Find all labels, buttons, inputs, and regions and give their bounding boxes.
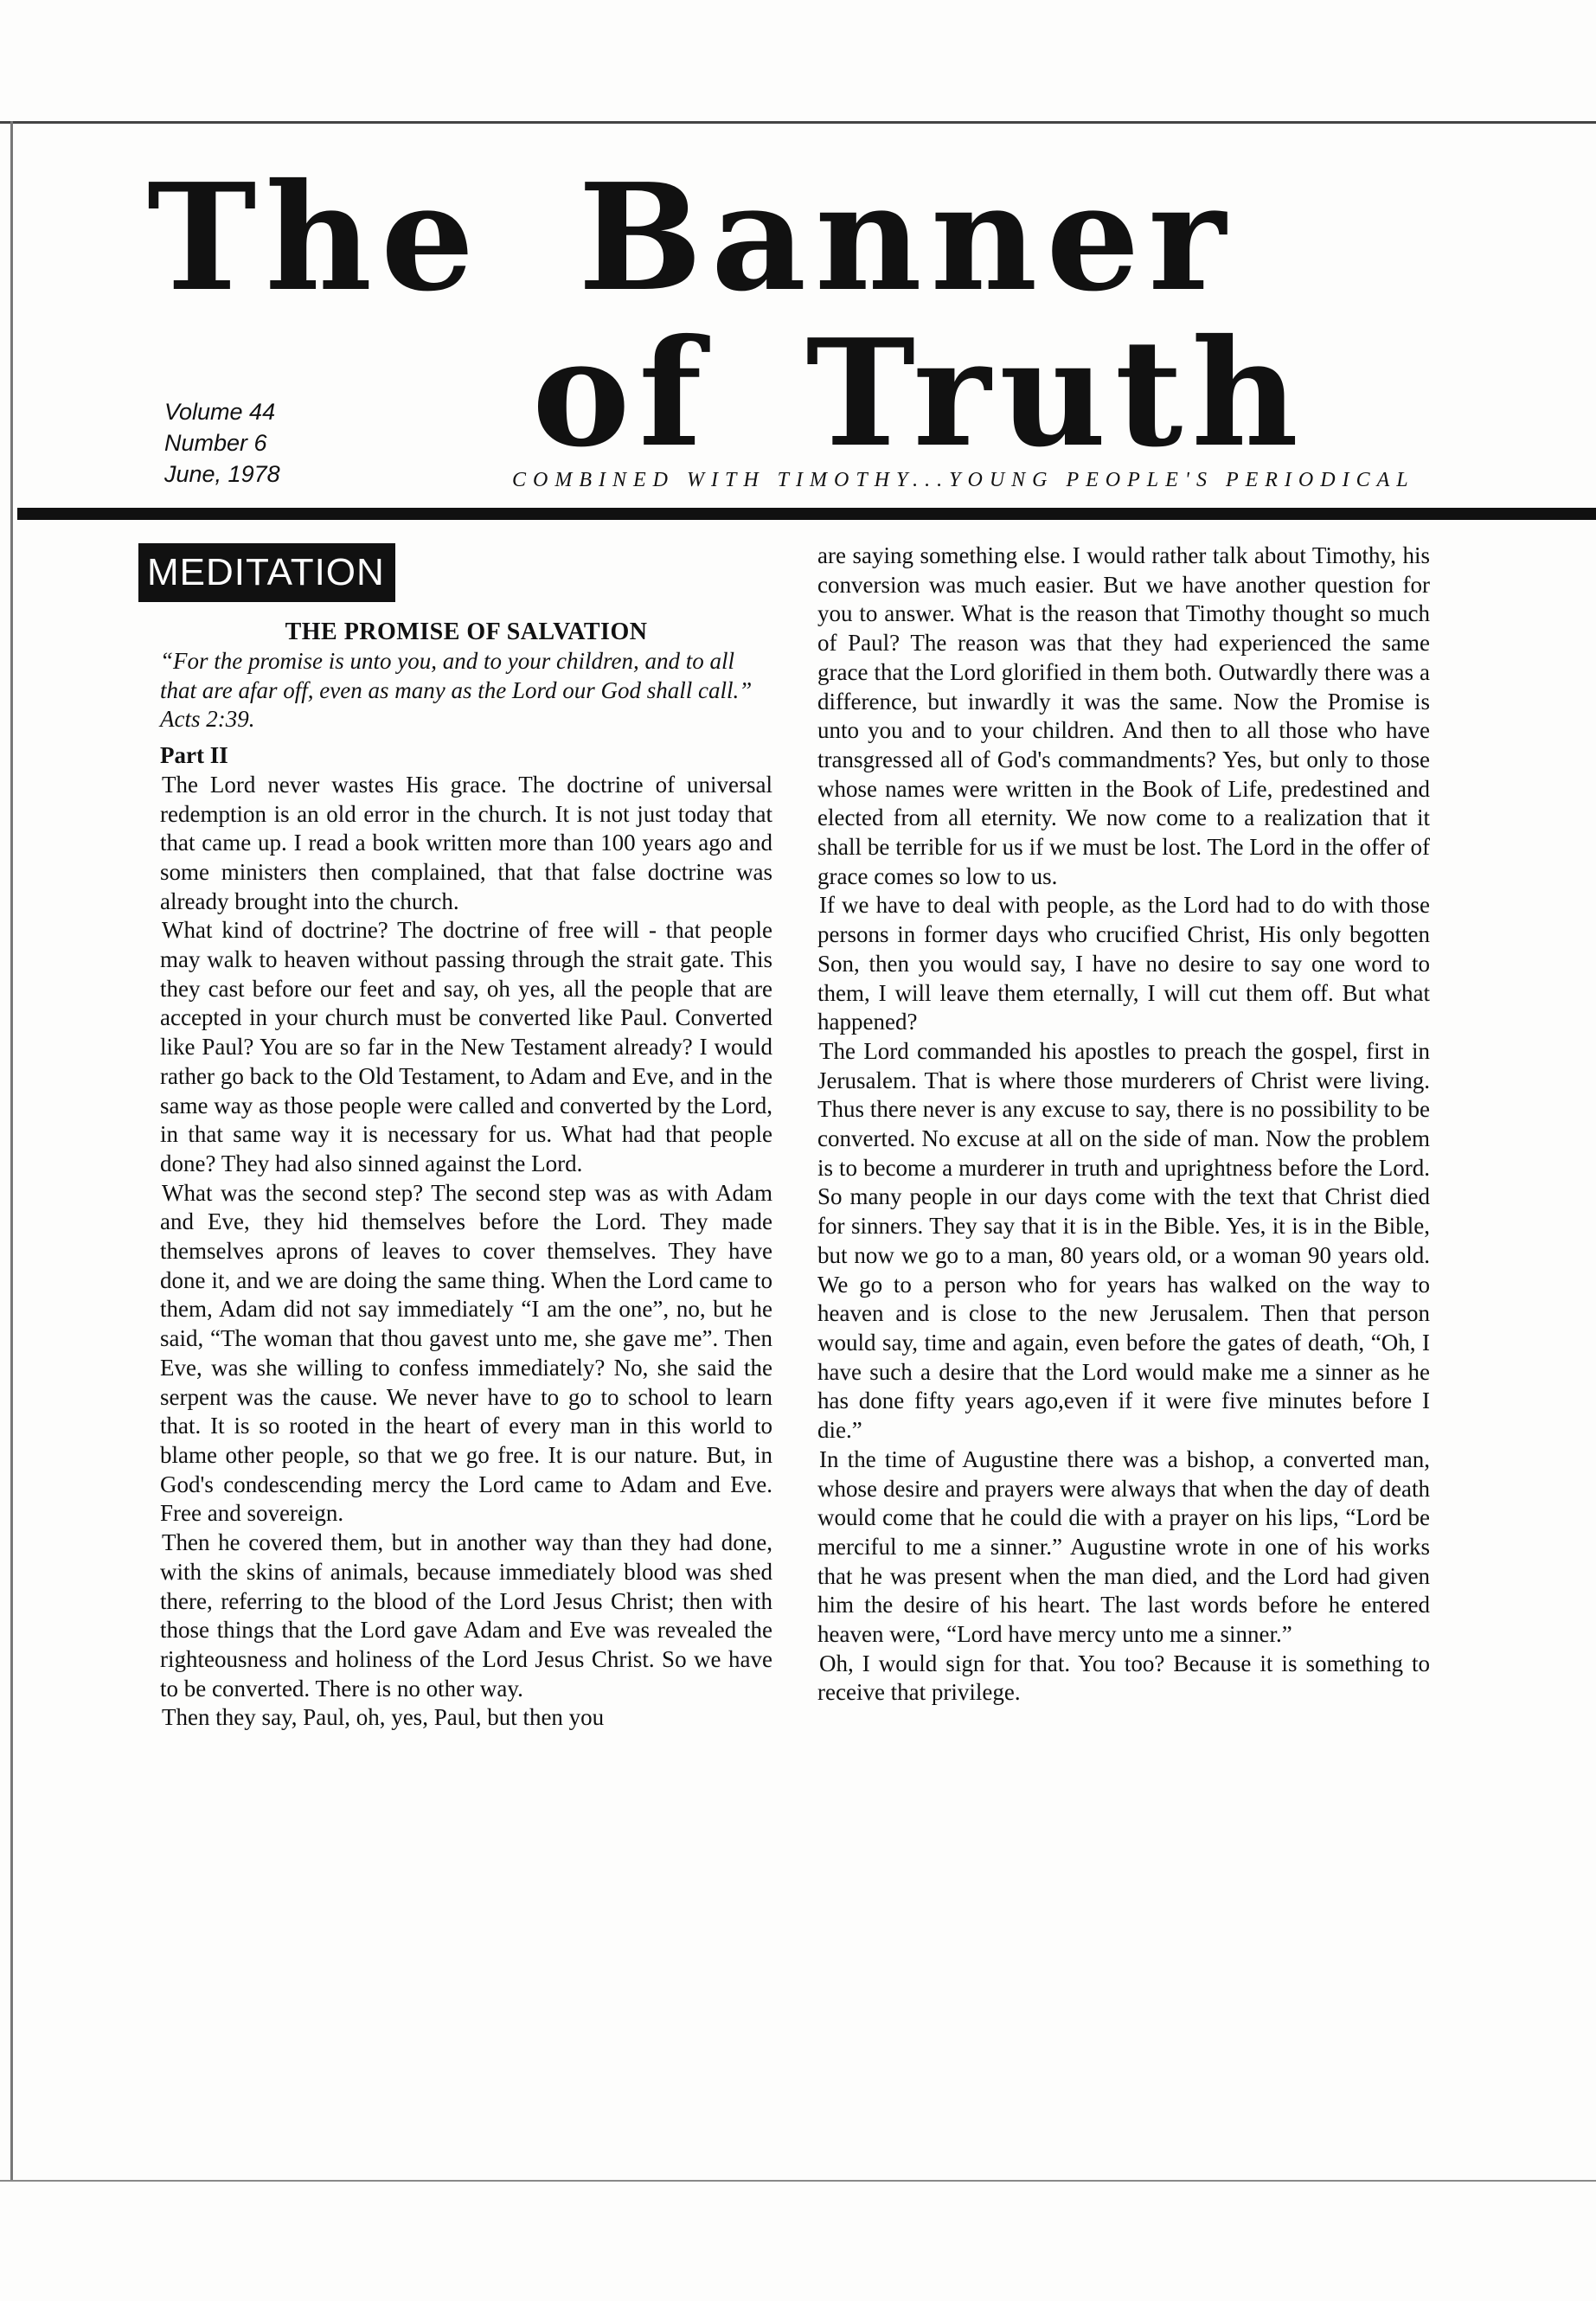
issue-number: Number 6 xyxy=(164,430,267,456)
masthead-word-truth: Truth xyxy=(805,307,1307,480)
article-verse: “For the promise is unto you, and to your children, and to all that are afar off, even as many as the Lord our God shall call.” Acts 2:39. xyxy=(160,648,753,733)
masthead-divider xyxy=(17,508,1596,520)
masthead-word-the: The xyxy=(147,151,484,324)
masthead-word-of: of xyxy=(532,307,711,480)
masthead-subtitle: COMBINED WITH TIMOTHY...YOUNG PEOPLE'S PERIODICAL xyxy=(512,469,1415,491)
paragraph: The Lord never wastes His grace. The doctrine of universal redemption is an old error in the church. It is not just today that that came up. I read a book written more than 100 years ago and some ministers then complained, that that false doctrine was already brought into the church. xyxy=(160,771,772,914)
article-part: Part II xyxy=(160,742,228,769)
masthead-word-banner: Banner xyxy=(578,151,1235,324)
masthead-title-line2 xyxy=(532,307,1307,480)
section-badge: MEDITATION xyxy=(138,543,395,602)
article-title: THE PROMISE OF SALVATION xyxy=(285,619,648,645)
article-column-left xyxy=(147,536,772,1733)
paragraph: Then they say, Paul, oh, yes, Paul, but then you xyxy=(162,1704,605,1731)
page-edge-bottom xyxy=(0,2180,1596,2182)
paragraph: What was the second step? The second step was as with Adam and Eve, they hid themselves before the Lord. They made themselves aprons of leaves to cover themselves. They have done it, and we are doing the same thing. When the Lord came to them, Adam did not say immediately “I am the one”, no, but he said, “The woman that thou gavest unto me, she gave me”. Then Eve, was she willing to confess immediately? No, she said the serpent was the cause. We never have to go to school to learn that. It is so rooted in the heart of every man in this world to blame other people, so that we go free. It is our nature. But, in God's condescending mercy the Lord came to Adam and Eve. Free and sovereign. xyxy=(160,1179,772,1527)
paragraph: are saying something else. I would rather talk about Timothy, his conversion was much easier. But we have another question for you to answer. What is the reason that Timothy thought so much of Paul? The reason was that they had experienced the same grace that the Lord glorified in them both. Outwardly there was a difference, but inwardly it was the same. Now the Promise is unto you and to your children. And then to all those who have transgressed all of God's commandments? Yes, but only to those whose names were written in the Book of Life, predestined and elected from all eternity. We now come to a realization that it shall be terrible for us if we must be lost. The Lord in the offer of grace comes so low to us. xyxy=(817,542,1430,889)
issue-info xyxy=(164,396,280,490)
paragraph: Then he covered them, but in another way than they had done, with the skins of animals, because immediately blood was shed there, referring to the blood of the Lord Jesus Christ; then with those things that the Lord gave Adam and Eve was revealed the righteousness and holiness of the Lord Jesus Christ. So we have to be converted. There is no other way. xyxy=(160,1529,772,1702)
issue-date: June, 1978 xyxy=(164,461,280,487)
paragraph: What kind of doctrine? The doctrine of free will - that people may walk to heaven without passing through the strait gate. This they cast before our feet and say, oh yes, all the people that are accepted in your church must be converted like Paul. Converted like Paul? You are so far in the New Testament already? I would rather go back to the Old Testament, to Adam and Eve, and in the same way as those people were called and converted by the Lord, in that same way it is necessary for us. What had that people done? They had also sinned against the Lord. xyxy=(160,917,772,1176)
page-edge-left xyxy=(10,121,13,2180)
paragraph: In the time of Augustine there was a bishop, a converted man, whose desire and prayers were always that when the day of death would come that he could die with a prayer on his lips, “Lord be merciful to me a sinner.” Augustine wrote in one of his works that he was present when the man died, and the Lord had given him the desire of his heart. The last words before he entered heaven were, “Lord have mercy unto me a sinner.” xyxy=(817,1445,1430,1648)
paragraph: If we have to deal with people, as the Lord had to do with those persons in former days who crucified Christ, His only begotten Son, then you would say, I have no desire to say one word to them, I will leave them eternally, I will cut them off. But what happened? xyxy=(817,892,1430,1035)
page-edge-top xyxy=(0,121,1596,124)
paragraph: The Lord commanded his apostles to preach the gospel, first in Jerusalem. That is where those murderers of Christ were living. Thus there never is any excuse to say, there is no possibility to be converted. No excuse at all on the side of man. Now the problem is to become a murderer in truth and uprightness before the Lord. So many people in our days come with the text that Christ died for sinners. They say that it is in the Bible. Yes, it is in the Bible, but now we go to a man, 80 years old, or a woman 90 years old. We go to a person who for years has walked on the way to heaven and is close to the new Jerusalem. Then that person would say, time and again, even before the gates of death, “Oh, I have such a desire that the Lord would make me a sinner as he has done fifty years ago,even if it were five minutes before I die.” xyxy=(817,1037,1430,1444)
paragraph: Oh, I would sign for that. You too? Because it is something to receive that privilege. xyxy=(817,1650,1430,1706)
masthead-title-line1 xyxy=(147,151,1235,324)
article-column-right xyxy=(817,542,1430,1708)
issue-volume: Volume 44 xyxy=(164,399,276,425)
